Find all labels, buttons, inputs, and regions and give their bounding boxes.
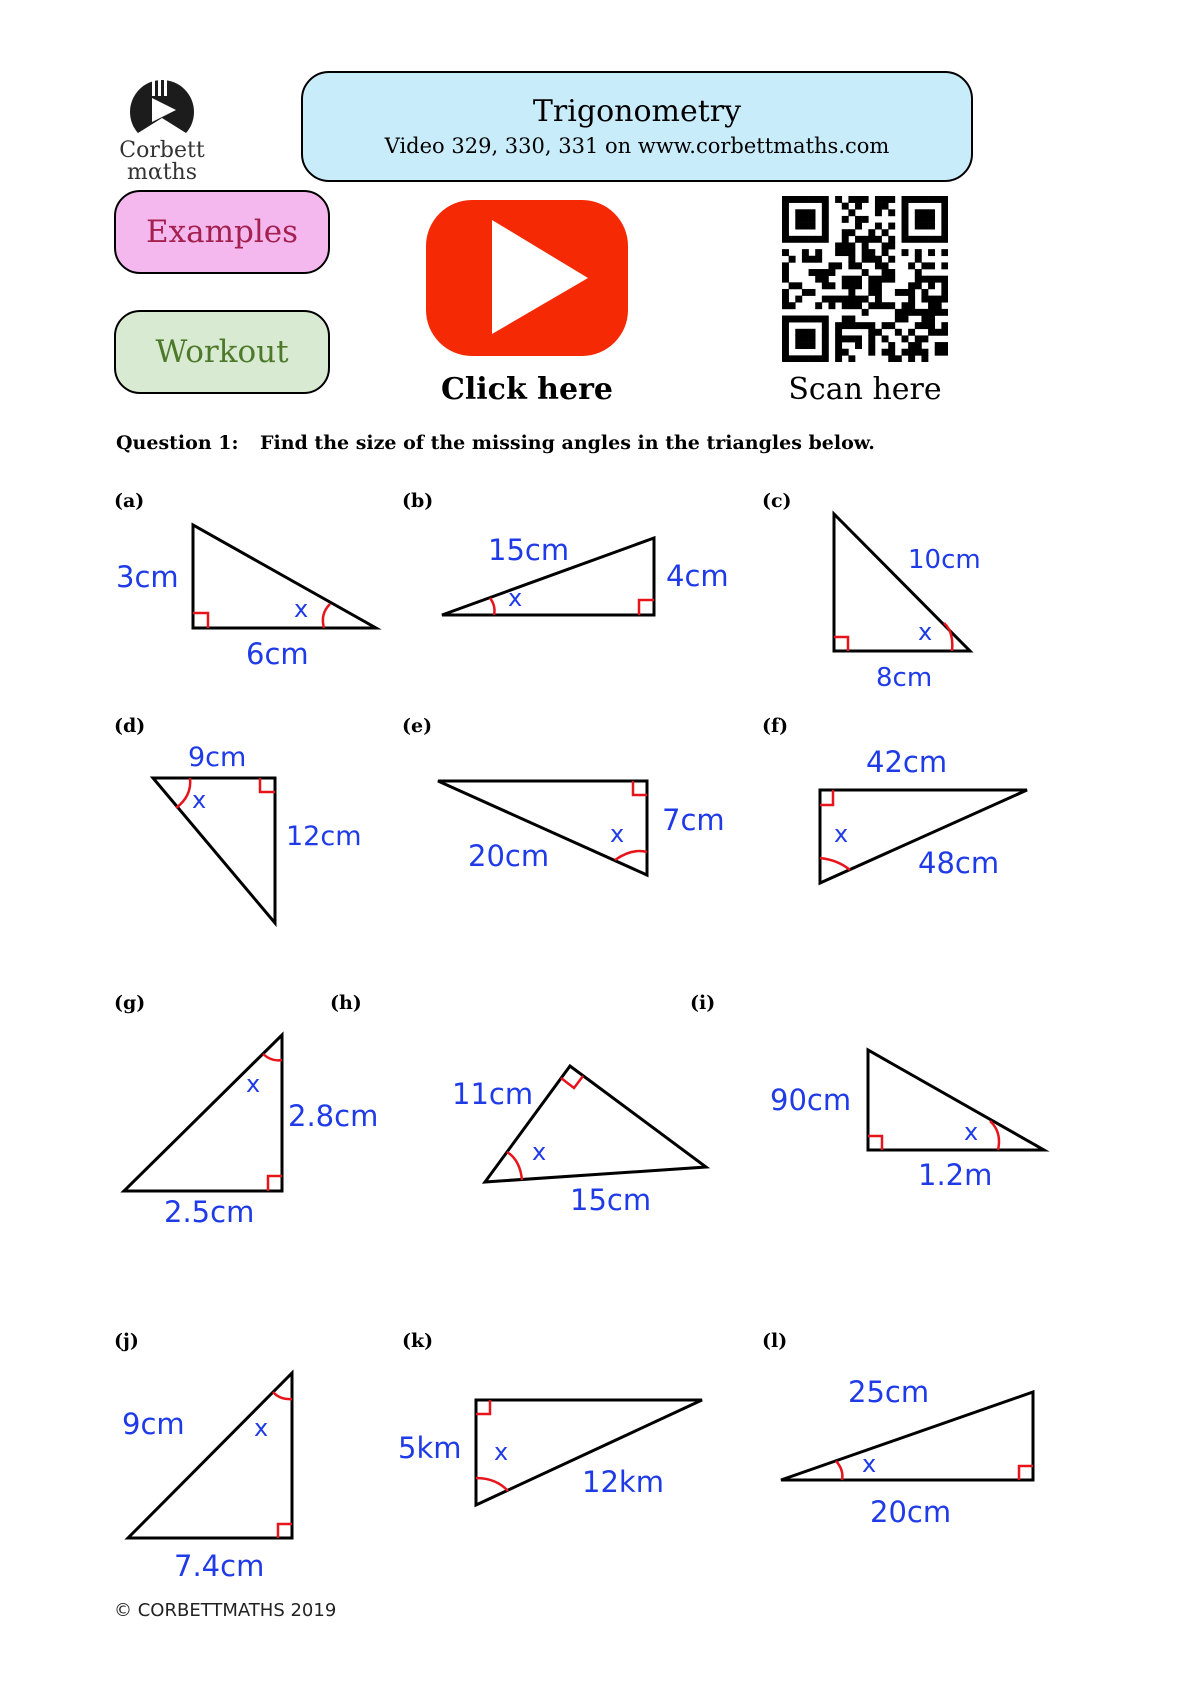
- triangle-d: [153, 778, 275, 923]
- right-angle-mark-a: [193, 613, 208, 628]
- question-number: Question 1:: [116, 432, 239, 454]
- label-h-1: 11cm: [452, 1077, 534, 1111]
- label-e-2: 20cm: [468, 839, 550, 873]
- label-j-1: 9cm: [122, 1407, 185, 1441]
- angle-arc-f: [820, 858, 850, 870]
- logo-text-line2: mαths: [126, 160, 198, 185]
- part-label-a: (a): [114, 490, 145, 512]
- label-a-1: 3cm: [116, 560, 179, 594]
- label-a-2: 6cm: [246, 637, 309, 671]
- angle-arc-b: [490, 598, 495, 615]
- part-label-l: (l): [762, 1330, 788, 1352]
- part-label-d: (d): [114, 715, 146, 737]
- label-l-2: 20cm: [870, 1495, 952, 1529]
- part-label-e: (e): [402, 715, 433, 737]
- unknown-x-k: x: [494, 1438, 509, 1466]
- triangle-g: [124, 1035, 282, 1191]
- label-d-2: 12cm: [286, 821, 362, 852]
- question-text: Find the size of the missing angles in the triangles below.: [260, 432, 875, 454]
- label-g-1: 2.8cm: [288, 1099, 379, 1133]
- label-e-1: 7cm: [662, 803, 725, 837]
- part-label-g: (g): [114, 992, 146, 1014]
- click-here-label[interactable]: Click here: [441, 372, 613, 407]
- right-angle-mark-l: [1019, 1466, 1033, 1480]
- triangle-j: [128, 1373, 292, 1538]
- workout-button[interactable]: Workout: [114, 310, 330, 394]
- label-j-2: 7.4cm: [174, 1549, 265, 1583]
- part-label-b: (b): [402, 490, 434, 512]
- angle-arc-a: [323, 604, 330, 628]
- label-c-2: 8cm: [876, 663, 933, 693]
- part-label-f: (f): [762, 715, 789, 737]
- part-label-j: (j): [114, 1330, 139, 1352]
- label-i-2: 1.2m: [918, 1158, 993, 1192]
- page-title: Trigonometry: [532, 94, 742, 129]
- part-label-h: (h): [330, 992, 362, 1014]
- unknown-x-l: x: [862, 1450, 877, 1478]
- copyright-footer: © CORBETTMATHS 2019: [114, 1600, 337, 1621]
- unknown-x-i: x: [964, 1118, 979, 1146]
- unknown-x-a: x: [294, 595, 309, 623]
- angle-arc-k: [476, 1478, 508, 1491]
- right-angle-mark-h: [561, 1076, 583, 1088]
- unknown-x-j: x: [254, 1414, 269, 1442]
- label-l-1: 25cm: [848, 1375, 930, 1409]
- label-k-1: 5km: [398, 1431, 462, 1465]
- label-b-2: 4cm: [666, 559, 729, 593]
- unknown-x-e: x: [610, 820, 625, 848]
- label-h-2: 15cm: [570, 1183, 652, 1217]
- part-label-c: (c): [762, 490, 792, 512]
- label-i-1: 90cm: [770, 1083, 852, 1117]
- examples-button[interactable]: Examples: [114, 190, 330, 274]
- angle-arc-h: [507, 1152, 522, 1180]
- unknown-x-h: x: [532, 1138, 547, 1166]
- unknown-x-g: x: [246, 1070, 261, 1098]
- unknown-x-c: x: [918, 618, 933, 646]
- right-angle-mark-b: [639, 600, 654, 615]
- label-k-2: 12km: [582, 1465, 664, 1499]
- label-d-1: 9cm: [188, 742, 247, 773]
- part-label-k: (k): [402, 1330, 434, 1352]
- label-c-1: 10cm: [908, 545, 981, 575]
- unknown-x-d: x: [192, 786, 207, 814]
- angle-arc-e: [615, 851, 647, 860]
- label-f-2: 48cm: [918, 846, 1000, 880]
- right-angle-mark-j: [278, 1524, 292, 1538]
- angle-arc-d: [176, 778, 190, 808]
- label-b-1: 15cm: [488, 533, 570, 567]
- right-angle-mark-e: [633, 781, 647, 795]
- angle-arc-g: [263, 1054, 282, 1060]
- angle-arc-l: [836, 1461, 842, 1480]
- triangle-i: [868, 1050, 1044, 1150]
- scan-here-label: Scan here: [788, 372, 942, 407]
- right-angle-mark-f: [820, 790, 833, 805]
- right-angle-mark-d: [260, 778, 275, 792]
- label-f-1: 42cm: [866, 745, 948, 779]
- angle-arc-j: [273, 1392, 292, 1399]
- unknown-x-f: x: [834, 820, 849, 848]
- part-label-i: (i): [690, 992, 716, 1014]
- right-angle-mark-k: [476, 1400, 490, 1414]
- logo-text-line1: Corbett: [119, 138, 205, 163]
- label-g-2: 2.5cm: [164, 1195, 255, 1229]
- right-angle-mark-c: [834, 637, 848, 651]
- triangle-a: [193, 525, 376, 628]
- right-angle-mark-g: [268, 1176, 282, 1191]
- unknown-x-b: x: [508, 584, 523, 612]
- right-angle-mark-i: [868, 1136, 882, 1150]
- video-reference: Video 329, 330, 331 on www.corbettmaths.com: [384, 134, 890, 158]
